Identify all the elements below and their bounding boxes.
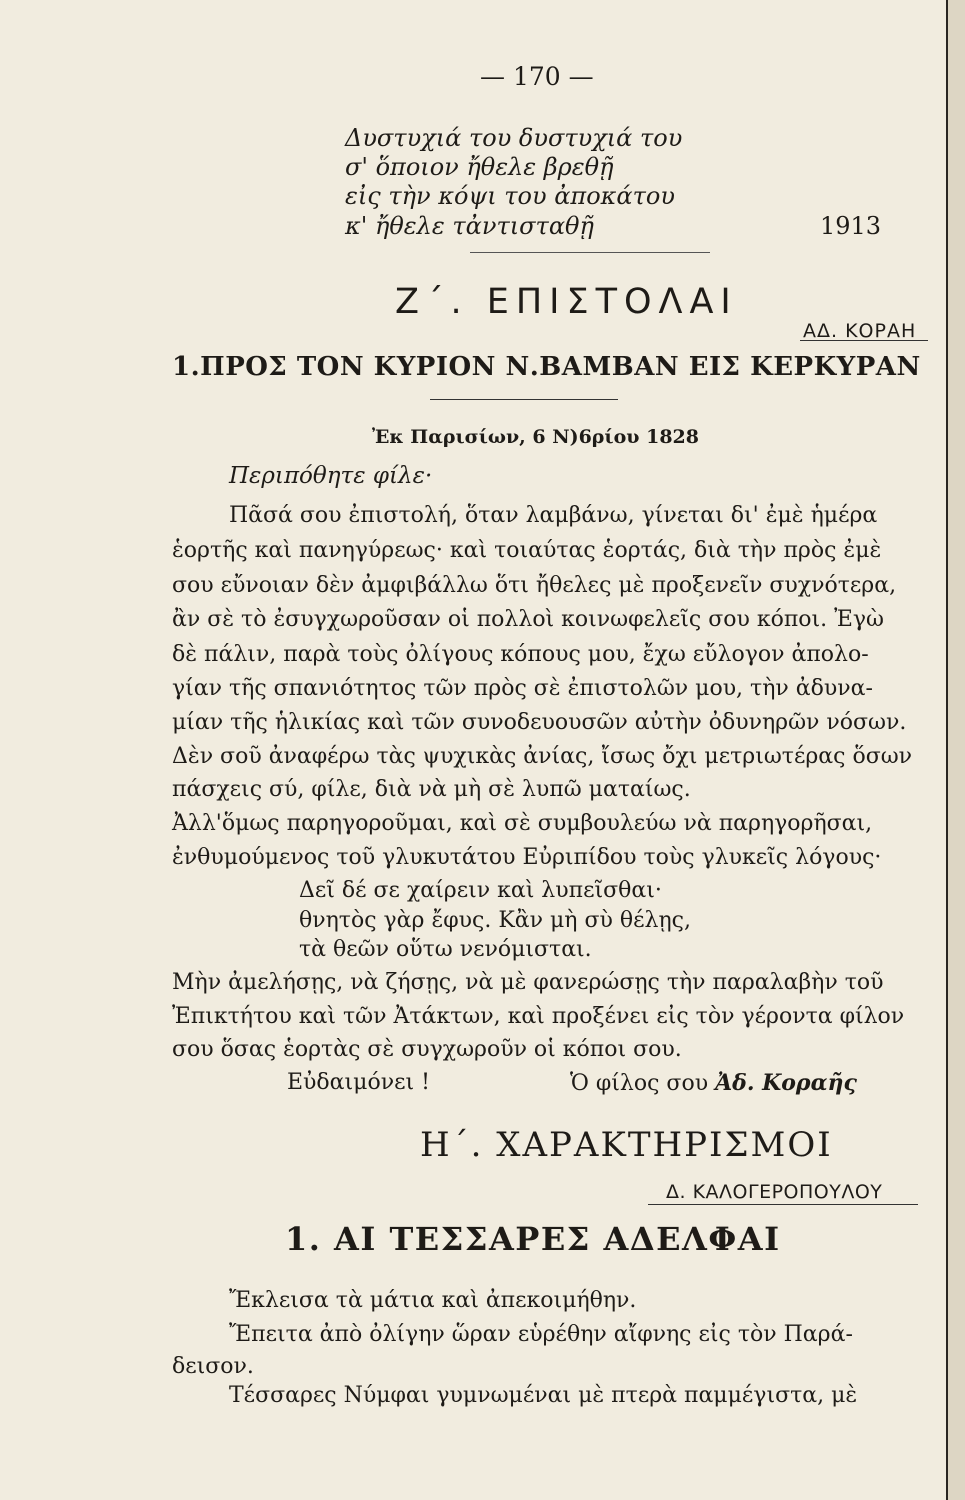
body-line: γίαν τῆς σπανιότητος τῶν πρὸς σὲ ἐπιστολῶν μου, τὴν ἀδυνα- <box>172 676 873 701</box>
body-line: Ἐπικτήτου καὶ τῶν Ἀτάκτων, καὶ προξένει εἰς τὸν γέροντα φίλον <box>172 1004 905 1029</box>
section-author: ΑΔ. ΚΟΡΑΗ <box>803 320 917 342</box>
body-line: Ἔπειτα ἀπὸ ὀλίγην ὥραν εὑρέθην αἴφνης εἰς τὸν Παρά- <box>229 1322 853 1347</box>
letter-farewell: Εὐδαιμόνει ! <box>287 1070 430 1095</box>
poem-year: 1913 <box>820 212 882 240</box>
page-number: — 170 — <box>480 62 594 91</box>
signature-prefix: Ὁ φίλος σου <box>570 1071 709 1096</box>
quote-line: Δεῖ δέ σε χαίρειν καὶ λυπεῖσθαι· <box>299 878 662 903</box>
body-line: δεισον. <box>172 1354 254 1379</box>
body-line: μίαν τῆς ἡλικίας καὶ τῶν συνοδευουσῶν αὐτὴν ὀδυνηρῶν νόσων. <box>172 710 907 735</box>
body-line: Τέσσαρες Νύμφαι γυμνωμέναι μὲ πτερὰ παμμέγιστα, μὲ <box>229 1383 858 1408</box>
section-title: Η΄. ΧΑΡΑΚΤΗΡΙΣΜΟΙ <box>420 1125 833 1165</box>
letter-salutation: Περιπόθητε φίλε· <box>229 463 433 489</box>
body-line: σου ὅσας ἑορτὰς σὲ συγχωροῦν οἱ κόποι σου. <box>172 1037 682 1062</box>
body-line: σου εὔνοιαν δὲν ἀμφιβάλλω ὅτι ἤθελες μὲ προξενεῖν συχνότερα, <box>172 573 897 598</box>
letter-signature <box>570 1070 857 1096</box>
body-line: δὲ πάλιν, παρὰ τοὺς ὀλίγους κόπους μου, ἔχω εὔλογον ἀπολο- <box>172 642 869 667</box>
quote-line: τὰ θεῶν οὕτω νενόμισται. <box>299 937 592 962</box>
divider <box>430 399 618 400</box>
body-line: Δὲν σοῦ ἀναφέρω τὰς ψυχικὰς ἀνίας, ἴσως ὄχι μετριωτέρας ὅσων <box>172 744 913 769</box>
body-line: Ἀλλ'ὅμως παρηγοροῦμαι, καὶ σὲ συμβουλεύω νὰ παρηγορῆσαι, <box>172 811 873 836</box>
letter-heading: 1.ΠΡΟΣ ΤΟΝ ΚΥΡΙΟΝ Ν.ΒΑΜΒΑΝ ΕΙΣ ΚΕΡΚΥΡΑΝ <box>172 352 921 382</box>
page-edge <box>946 0 965 1500</box>
letter-place-date: Ἐκ Παρισίων, 6 Ν)6ρίου 1828 <box>372 426 699 448</box>
body-line: ἂν σὲ τὸ ἐσυγχωροῦσαν οἱ πολλοὶ κοινωφελεῖς σου κόποι. Ἐγὼ <box>172 607 884 632</box>
poem-line: σ' ὅποιον ἤθελε βρεθῇ <box>345 153 614 181</box>
body-line: Πᾶσά σου ἐπιστολή, ὅταν λαμβάνω, γίνεται δι' ἐμὲ ἡμέρα <box>229 503 878 528</box>
body-line: Ἔκλεισα τὰ μάτια καὶ ἀπεκοιμήθην. <box>229 1288 637 1313</box>
poem-line: εἰς τὴν κόψι του ἀποκάτου <box>345 182 675 210</box>
author-underline <box>648 1204 918 1205</box>
section-author: Δ. ΚΑΛΟΓΕΡΟΠΟΥΛΟΥ <box>666 1181 883 1203</box>
signature-name: Ἀδ. Κοραῆς <box>715 1070 857 1096</box>
quote-line: θνητὸς γὰρ ἔφυς. Κἂν μὴ σὺ θέλῃς, <box>299 908 691 933</box>
section-title: Ζ΄. ΕΠΙΣΤΟΛΑΙ <box>395 282 738 322</box>
poem-line: κ' ἤθελε τἀντισταθῇ <box>345 212 594 240</box>
chapter-heading: 1. ΑΙ ΤΕΣΣΑΡΕΣ ΑΔΕΛΦΑΙ <box>285 1220 781 1258</box>
body-line: ἑορτῆς καὶ πανηγύρεως· καὶ τοιαύτας ἑορτάς, διὰ τὴν πρὸς ἐμὲ <box>172 538 882 563</box>
body-line: πάσχεις σύ, φίλε, διὰ νὰ μὴ σὲ λυπῶ ματαίως. <box>172 777 691 802</box>
author-underline <box>800 340 928 341</box>
divider <box>470 252 710 253</box>
body-line: Μὴν ἀμελήσῃς, νὰ ζήσῃς, νὰ μὲ φανερώσῃς τὴν παραλαβὴν τοῦ <box>172 970 884 995</box>
body-line: ἐνθυμούμενος τοῦ γλυκυτάτου Εὐριπίδου τοὺς γλυκεῖς λόγους· <box>172 845 882 870</box>
poem-line: Δυστυχιά του δυστυχιά του <box>345 124 683 152</box>
